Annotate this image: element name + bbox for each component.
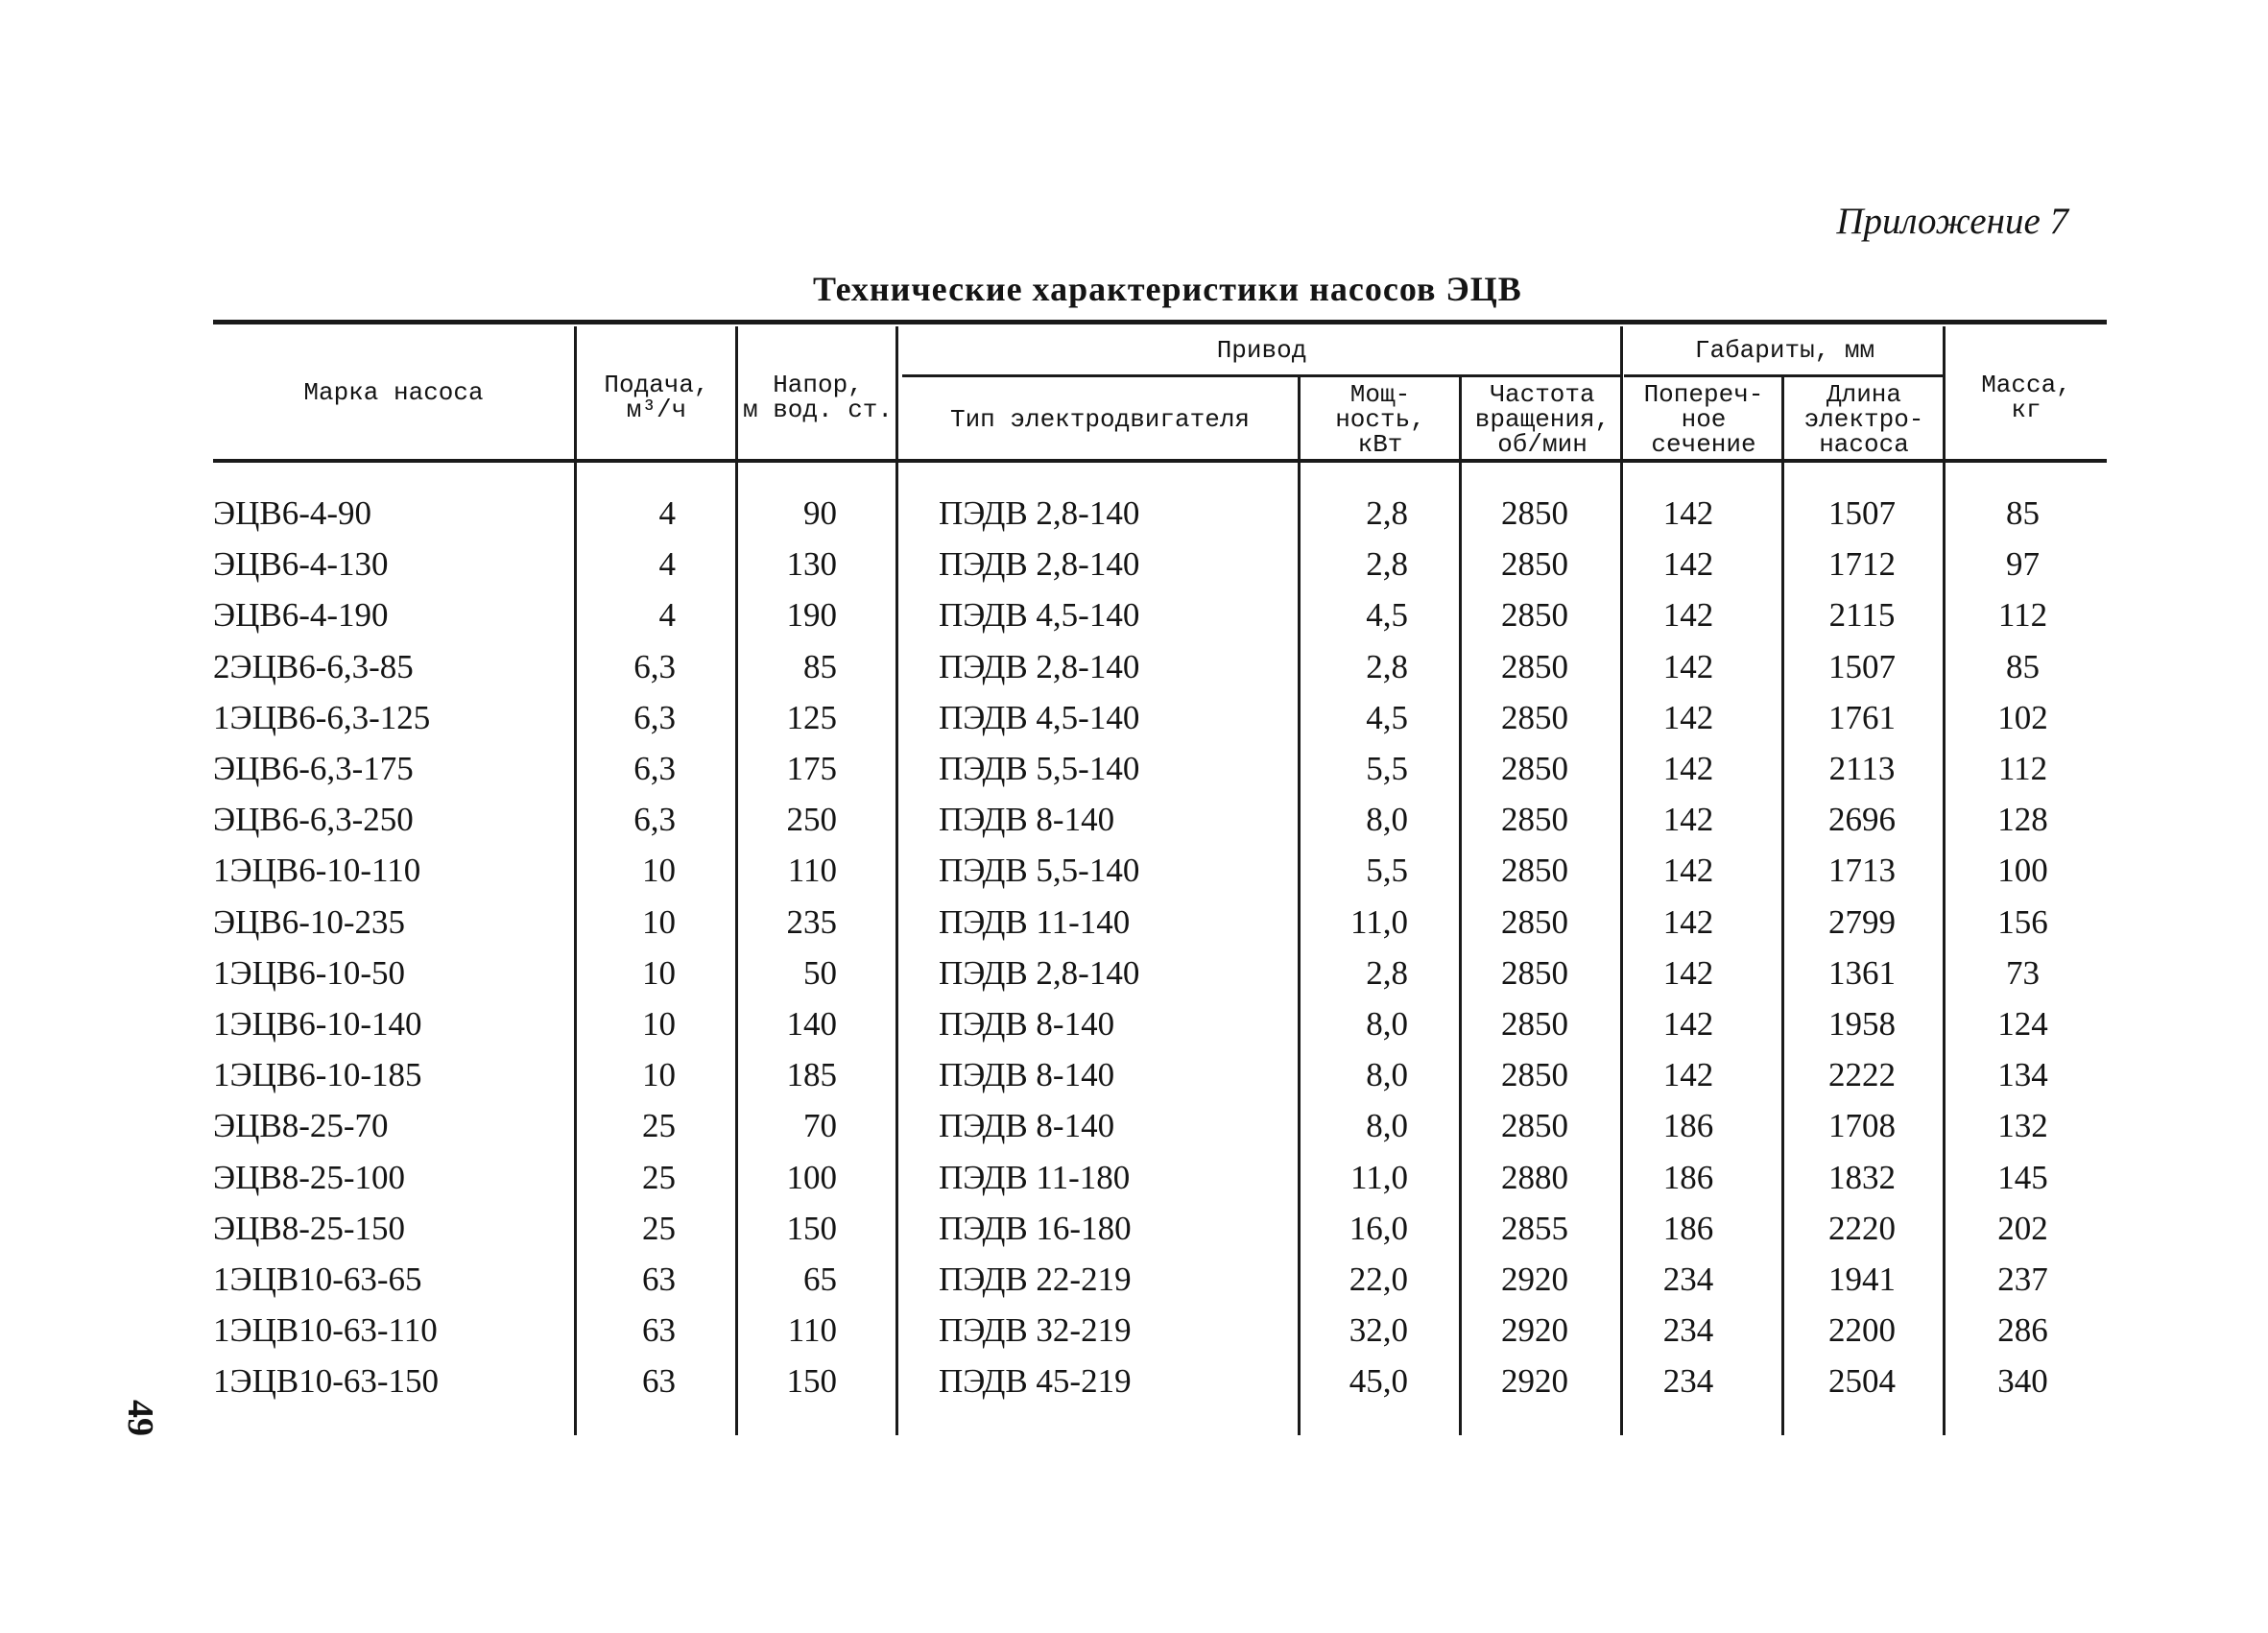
table-cell: 97: [2006, 545, 2040, 583]
table-cell: 4: [658, 545, 676, 583]
header-motor-type: Тип электродвигателя: [949, 405, 1251, 434]
table-title: Технические характеристики насосов ЭЦВ: [813, 270, 1522, 308]
table-cell: 2799: [1828, 903, 1896, 941]
table-cell: 250: [786, 801, 837, 838]
table-cell: 2,8: [1366, 954, 1408, 992]
table-cell: 1507: [1828, 494, 1896, 532]
col-divider-2: [735, 326, 738, 1435]
table-cell: 142: [1662, 545, 1714, 583]
table-cell: ЭЦВ6-6,3-175: [213, 750, 414, 787]
table-cell: 2504: [1828, 1362, 1896, 1400]
table-cell: 2850: [1501, 699, 1568, 736]
table-cell: 2850: [1501, 1005, 1568, 1043]
table-cell: 2ЭЦВ6-6,3-85: [213, 648, 414, 685]
table-cell: 1941: [1828, 1261, 1896, 1298]
table-cell: ЭЦВ6-10-235: [213, 903, 406, 941]
table-cell: 73: [2006, 954, 2040, 992]
header-dimensions: Габариты, мм: [1694, 336, 1875, 365]
table-cell: ПЭДВ 11-140: [939, 903, 1131, 941]
table-cell: 2,8: [1366, 648, 1408, 685]
table-cell: 2850: [1501, 1056, 1568, 1093]
table-cell: ПЭДВ 2,8-140: [939, 954, 1140, 992]
table-cell: 16,0: [1349, 1210, 1408, 1247]
table-cell: 5,5: [1366, 852, 1408, 889]
table-cell: 10: [642, 1056, 676, 1093]
table-cell: 142: [1662, 903, 1714, 941]
dimensions-subheader-rule: [1624, 374, 1946, 377]
table-cell: 1ЭЦВ10-63-150: [213, 1362, 440, 1400]
header-drive: Привод: [1216, 336, 1307, 365]
drive-subheader-rule: [902, 374, 1621, 377]
header-length: Длина электро- насоса: [1803, 380, 1924, 459]
table-cell: 2880: [1501, 1159, 1568, 1196]
table-cell: 2850: [1501, 954, 1568, 992]
table-cell: 1ЭЦВ6-6,3-125: [213, 699, 431, 736]
table-cell: 2220: [1828, 1210, 1896, 1247]
table-cell: 185: [786, 1056, 837, 1093]
table-cell: 25: [642, 1159, 676, 1196]
table-cell: ЭЦВ8-25-150: [213, 1210, 406, 1247]
table-cell: 8,0: [1366, 1005, 1408, 1043]
table-cell: 2920: [1501, 1261, 1568, 1298]
table-cell: 1ЭЦВ6-10-140: [213, 1005, 422, 1043]
table-cell: 63: [642, 1362, 676, 1400]
table-cell: ПЭДВ 4,5-140: [939, 596, 1140, 634]
table-cell: 140: [786, 1005, 837, 1043]
table-cell: 4: [658, 494, 676, 532]
table-cell: 6,3: [633, 750, 676, 787]
table-cell: ПЭДВ 8-140: [939, 1107, 1115, 1144]
table-cell: 134: [1997, 1056, 2048, 1093]
table-cell: 150: [786, 1210, 837, 1247]
table-cell: ПЭДВ 8-140: [939, 1056, 1115, 1093]
table-cell: 6,3: [633, 801, 676, 838]
table-cell: 142: [1662, 954, 1714, 992]
table-cell: 190: [786, 596, 837, 634]
table-cell: 125: [786, 699, 837, 736]
table-cell: 2115: [1828, 596, 1896, 634]
table-cell: 2850: [1501, 545, 1568, 583]
table-cell: 112: [1997, 596, 2048, 634]
table-cell: 142: [1662, 1005, 1714, 1043]
col-divider-3: [895, 326, 898, 1435]
table-cell: 1832: [1828, 1159, 1896, 1196]
table-cell: 2200: [1828, 1311, 1896, 1349]
table-cell: ПЭДВ 22-219: [939, 1261, 1132, 1298]
table-cell: 25: [642, 1107, 676, 1144]
header-bottom-rule: [213, 459, 2107, 463]
table-cell: 2113: [1828, 750, 1896, 787]
table-cell: 85: [2006, 494, 2040, 532]
table-cell: 234: [1662, 1362, 1714, 1400]
table-cell: 11,0: [1350, 903, 1408, 941]
table-cell: 2850: [1501, 1107, 1568, 1144]
table-cell: 142: [1662, 750, 1714, 787]
col-divider-6: [1620, 326, 1623, 1435]
table-cell: 63: [642, 1261, 676, 1298]
table-cell: 1712: [1828, 545, 1896, 583]
col-divider-4: [1298, 377, 1301, 1435]
table-cell: 340: [1997, 1362, 2048, 1400]
table-cell: 2850: [1501, 750, 1568, 787]
header-brand: Марка насоса: [303, 378, 484, 407]
table-cell: 102: [1997, 699, 2048, 736]
table-cell: 124: [1997, 1005, 2048, 1043]
table-cell: 50: [803, 954, 837, 992]
table-cell: ПЭДВ 45-219: [939, 1362, 1132, 1400]
col-divider-8: [1943, 326, 1946, 1435]
table-cell: 175: [786, 750, 837, 787]
table-cell: 1507: [1828, 648, 1896, 685]
table-cell: 85: [803, 648, 837, 685]
table-cell: 186: [1662, 1210, 1714, 1247]
table-cell: 234: [1662, 1311, 1714, 1349]
table-cell: 6,3: [633, 648, 676, 685]
table-cell: ЭЦВ6-4-130: [213, 545, 389, 583]
table-cell: ПЭДВ 4,5-140: [939, 699, 1140, 736]
table-cell: ПЭДВ 8-140: [939, 1005, 1115, 1043]
col-divider-7: [1781, 377, 1784, 1435]
table-cell: 10: [642, 852, 676, 889]
table-cell: 2222: [1828, 1056, 1896, 1093]
table-cell: 4,5: [1366, 699, 1408, 736]
table-cell: 8,0: [1366, 801, 1408, 838]
table-cell: 2,8: [1366, 494, 1408, 532]
table-cell: 1713: [1828, 852, 1896, 889]
table-cell: ЭЦВ8-25-100: [213, 1159, 406, 1196]
col-divider-5: [1459, 377, 1462, 1435]
table-cell: 1361: [1828, 954, 1896, 992]
table-cell: ЭЦВ6-6,3-250: [213, 801, 414, 838]
table-cell: ПЭДВ 11-180: [939, 1159, 1131, 1196]
table-cell: 234: [1662, 1261, 1714, 1298]
table-cell: 142: [1662, 1056, 1714, 1093]
table-cell: 65: [803, 1261, 837, 1298]
table-cell: ПЭДВ 5,5-140: [939, 750, 1140, 787]
table-cell: 235: [786, 903, 837, 941]
table-cell: 156: [1997, 903, 2048, 941]
table-cell: 112: [1997, 750, 2048, 787]
table-cell: 2850: [1501, 903, 1568, 941]
table-cell: ПЭДВ 2,8-140: [939, 648, 1140, 685]
table-cell: 142: [1662, 596, 1714, 634]
table-cell: 1ЭЦВ6-10-185: [213, 1056, 422, 1093]
table-cell: 1ЭЦВ6-10-110: [213, 852, 421, 889]
table-cell: 142: [1662, 494, 1714, 532]
table-cell: 5,5: [1366, 750, 1408, 787]
table-cell: 8,0: [1366, 1107, 1408, 1144]
header-mass: Масса, кг: [1981, 371, 2071, 424]
table-cell: 25: [642, 1210, 676, 1247]
header-flow: Подача, м³/ч: [604, 371, 709, 424]
table-cell: ПЭДВ 16-180: [939, 1210, 1132, 1247]
table-cell: 10: [642, 903, 676, 941]
table-cell: 132: [1997, 1107, 2048, 1144]
table-cell: ЭЦВ6-4-190: [213, 596, 389, 634]
table-cell: 6,3: [633, 699, 676, 736]
table-cell: 2850: [1501, 648, 1568, 685]
table-cell: 2696: [1828, 801, 1896, 838]
table-cell: 237: [1997, 1261, 2048, 1298]
table-cell: ПЭДВ 2,8-140: [939, 545, 1140, 583]
table-cell: 145: [1997, 1159, 2048, 1196]
table-cell: 202: [1997, 1210, 2048, 1247]
table-cell: ЭЦВ8-25-70: [213, 1107, 389, 1144]
table-cell: 2,8: [1366, 545, 1408, 583]
table-cell: 10: [642, 1005, 676, 1043]
table-cell: 186: [1662, 1159, 1714, 1196]
table-cell: 1ЭЦВ6-10-50: [213, 954, 406, 992]
table-cell: ПЭДВ 5,5-140: [939, 852, 1140, 889]
table-cell: 142: [1662, 648, 1714, 685]
table-cell: 1ЭЦВ10-63-65: [213, 1261, 422, 1298]
table-cell: 2920: [1501, 1362, 1568, 1400]
table-cell: 100: [786, 1159, 837, 1196]
table-cell: 150: [786, 1362, 837, 1400]
table-cell: 11,0: [1350, 1159, 1408, 1196]
table-cell: 142: [1662, 852, 1714, 889]
table-cell: 100: [1997, 852, 2048, 889]
table-cell: 186: [1662, 1107, 1714, 1144]
table-cell: 22,0: [1349, 1261, 1408, 1298]
page-number: 49: [120, 1400, 160, 1436]
table-cell: 70: [803, 1107, 837, 1144]
header-speed: Частота вращения, об/мин: [1474, 380, 1611, 459]
table-cell: 2850: [1501, 801, 1568, 838]
table-cell: 2855: [1501, 1210, 1568, 1247]
table-cell: 2850: [1501, 494, 1568, 532]
table-cell: ПЭДВ 8-140: [939, 801, 1115, 838]
table-cell: 1761: [1828, 699, 1896, 736]
table-cell: 110: [787, 1311, 837, 1349]
table-cell: 63: [642, 1311, 676, 1349]
table-cell: 2920: [1501, 1311, 1568, 1349]
table-cell: 4: [658, 596, 676, 634]
table-cell: 90: [803, 494, 837, 532]
table-cell: 1708: [1828, 1107, 1896, 1144]
table-cell: 2850: [1501, 852, 1568, 889]
header-head: Напор, м вод. ст.: [742, 371, 894, 424]
table-cell: ПЭДВ 2,8-140: [939, 494, 1140, 532]
table-cell: 142: [1662, 801, 1714, 838]
table-cell: 4,5: [1366, 596, 1408, 634]
table-cell: 8,0: [1366, 1056, 1408, 1093]
table-cell: 45,0: [1349, 1362, 1408, 1400]
table-cell: 128: [1997, 801, 2048, 838]
table-cell: 10: [642, 954, 676, 992]
appendix-label: Приложение 7: [1836, 201, 2068, 242]
col-divider-1: [574, 326, 577, 1435]
table-cell: ЭЦВ6-4-90: [213, 494, 372, 532]
table-cell: 32,0: [1349, 1311, 1408, 1349]
table-cell: 142: [1662, 699, 1714, 736]
table-cell: 130: [786, 545, 837, 583]
table-cell: 1ЭЦВ10-63-110: [213, 1311, 438, 1349]
table-top-rule: [213, 320, 2107, 324]
table-cell: 286: [1997, 1311, 2048, 1349]
table-cell: 85: [2006, 648, 2040, 685]
table-cell: ПЭДВ 32-219: [939, 1311, 1132, 1349]
table-cell: 2850: [1501, 596, 1568, 634]
header-power: Мощ- ность, кВт: [1335, 380, 1425, 459]
header-cross-section: Попереч- ное сечение: [1643, 380, 1764, 459]
table-cell: 110: [787, 852, 837, 889]
table-cell: 1958: [1828, 1005, 1896, 1043]
